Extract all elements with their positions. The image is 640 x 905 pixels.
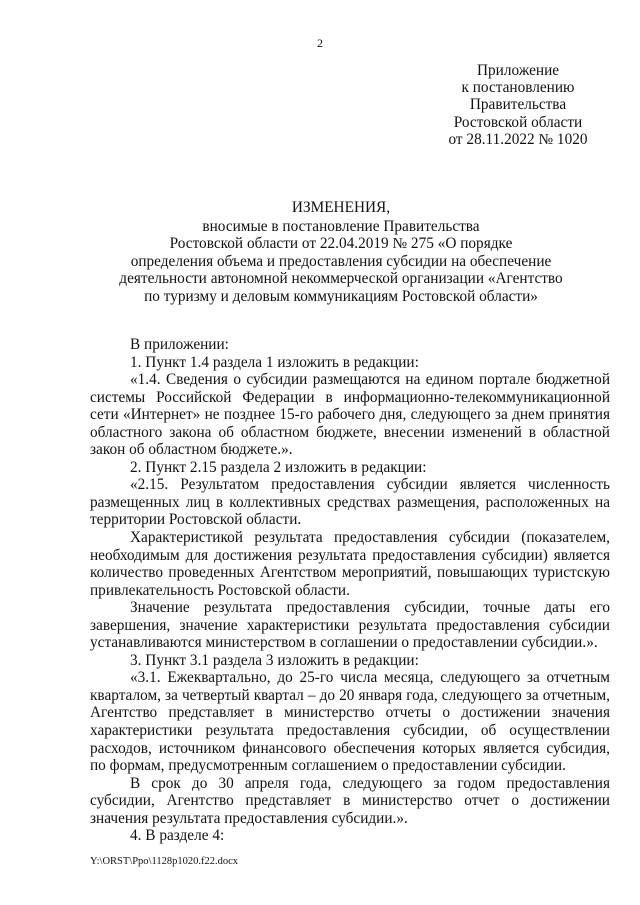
- paragraph: 4. В разделе 4:: [130, 827, 225, 845]
- page-number: 2: [317, 36, 323, 50]
- title-line: по туризму и деловым коммуникациям Ростовской области»: [144, 287, 538, 305]
- appendix-line: Правительства: [469, 96, 567, 114]
- title-line: деятельности автономной некоммерческой организации «Агентство: [119, 270, 563, 288]
- appendix-line: от 28.11.2022 № 1020: [448, 130, 588, 148]
- paragraph: «3.1. Ежеквартально, до 25-го числа месяца, следующего за отчетным кварталом, за четвертый квартал – до 20 января года, следующего за отчетным, Агентство представляет в министерство отчеты о достижении значения характеристики результата предоставления субсидии, об осуществлении расходов, источником финансового обеспечения которых является субсидия, по формам, предусмотренным соглашением о предоставлении субсидии.: [90, 669, 610, 775]
- title-line: вносимые в постановление Правительства: [202, 217, 480, 235]
- document-body: [90, 336, 610, 845]
- paragraph: 3. Пункт 3.1 раздела 3 изложить в редакции:: [130, 651, 419, 669]
- title-line: Ростовской области от 22.04.2019 № 275 «О порядке: [169, 235, 513, 253]
- appendix-line: к постановлению: [461, 79, 575, 97]
- paragraph: «2.15. Результатом предоставления субсидии является численность размещенных лиц в коллективных средствах размещения, расположенных на территории Ростовской области.: [90, 476, 610, 529]
- appendix-line: Ростовской области: [453, 113, 583, 131]
- footer-file-path: Y:\ORST\Ppo\1128p1020.f22.docx: [90, 856, 238, 867]
- paragraph: Характеристикой результата предоставления субсидии (показателем, необходимым для достижения результата предоставления субсидии) является количество проведенных Агентством мероприятий, повышающих туристскую привлекательность Ростовской области.: [90, 529, 610, 599]
- title-line: определения объема и предоставления субсидии на обеспечение: [130, 252, 552, 270]
- title-heading: ИЗМЕНЕНИЯ,: [291, 199, 391, 216]
- paragraph: «1.4. Сведения о субсидии размещаются на едином портале бюджетной системы Российской Федерации в информационно-телекоммуникационной сети «Интернет» не позднее 15-го рабочего дня, следующего за днем принятия областного закона об областном бюджете, внесении изменений в областной закон об областном бюджете.».: [90, 371, 610, 459]
- paragraph: В срок до 30 апреля года, следующего за годом предоставления субсидии, Агентство представляет в министерство отчет о достижении значения результата предоставления субсидии.».: [90, 774, 610, 827]
- appendix-line: Приложение: [476, 62, 560, 79]
- paragraph: 1. Пункт 1.4 раздела 1 изложить в редакции:: [130, 353, 419, 371]
- document-title: [96, 199, 586, 306]
- appendix-block: [440, 62, 596, 148]
- paragraph: 2. Пункт 2.15 раздела 2 изложить в редакции:: [130, 458, 427, 476]
- paragraph: Значение результата предоставления субсидии, точные даты его завершения, значение характеристики результата предоставления субсидии устанавливаются министерством в соглашении о предоставлении субсидии.».: [90, 599, 610, 652]
- paragraph: В приложении:: [130, 336, 229, 353]
